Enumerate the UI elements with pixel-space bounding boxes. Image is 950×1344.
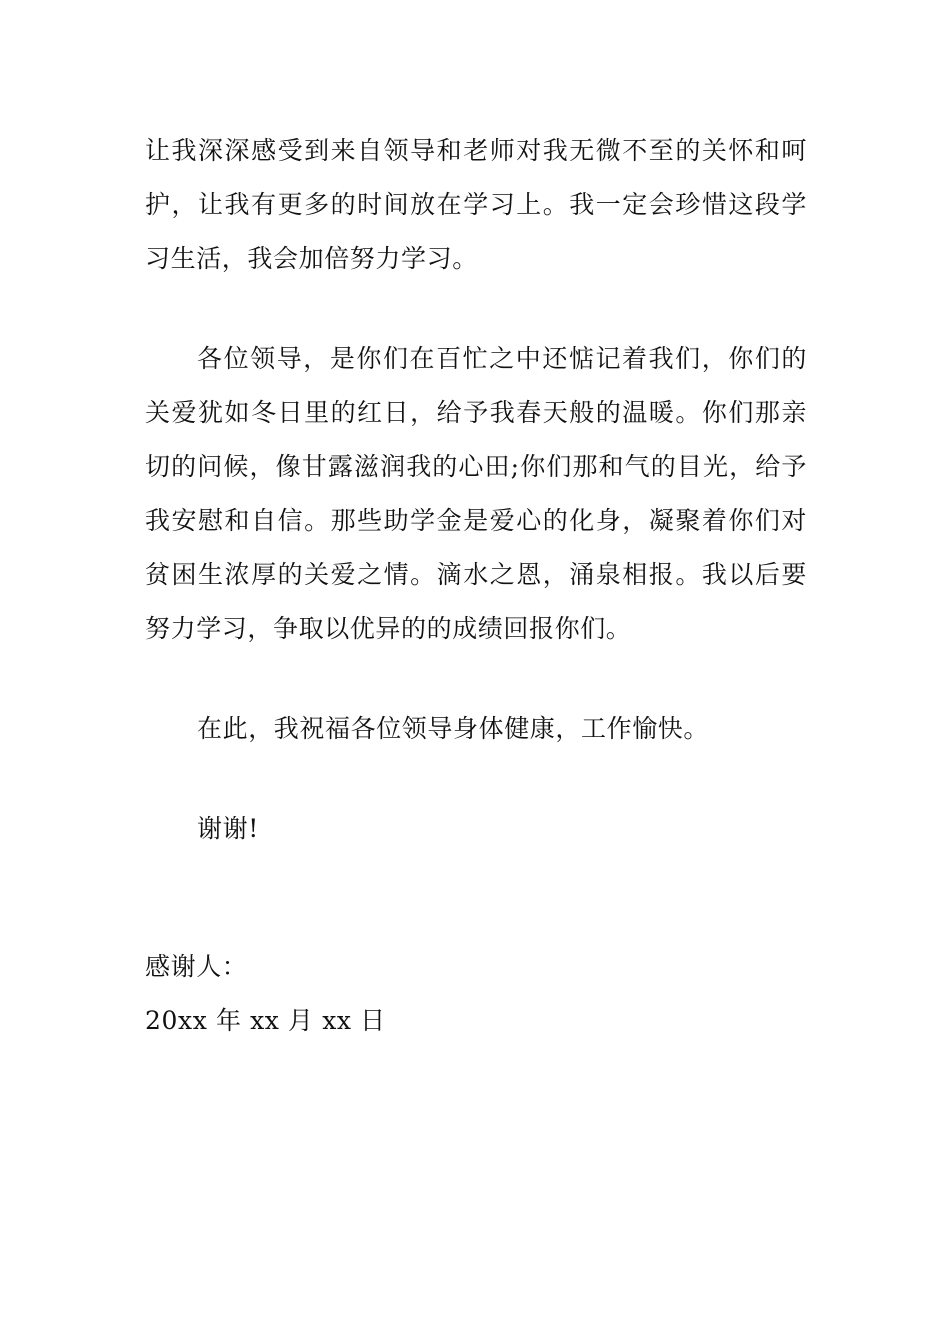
signature-label: 感谢人：: [145, 952, 248, 981]
paragraph-blessing: 在此，我祝福各位领导身体健康，工作愉快。: [197, 714, 710, 743]
paragraph-gratitude: 各位领导，是你们在百忙之中还惦记着我们，你们的关爱犹如冬日里的红日，给予我春天般的温暖。你们那亲切的问候，像甘露滋润我的心田;你们那和气的目光，给予我安慰和自信。那些助学金是爱心的化身，凝聚着你们对贫困生浓厚的关爱之情。滴水之恩，涌泉相报。我以后要努力学习，争取以优异的的成绩回报你们。: [145, 344, 807, 643]
letter-body: [145, 124, 807, 1048]
paragraph-continuation: 让我深深感受到来自领导和老师对我无微不至的关怀和呵护，让我有更多的时间放在学习上。我一定会珍惜这段学习生活，我会加倍努力学习。: [145, 136, 807, 273]
letter-date: 20xx 年 xx 月 xx 日: [145, 1006, 386, 1035]
paragraph-thanks: 谢谢!: [197, 814, 259, 843]
